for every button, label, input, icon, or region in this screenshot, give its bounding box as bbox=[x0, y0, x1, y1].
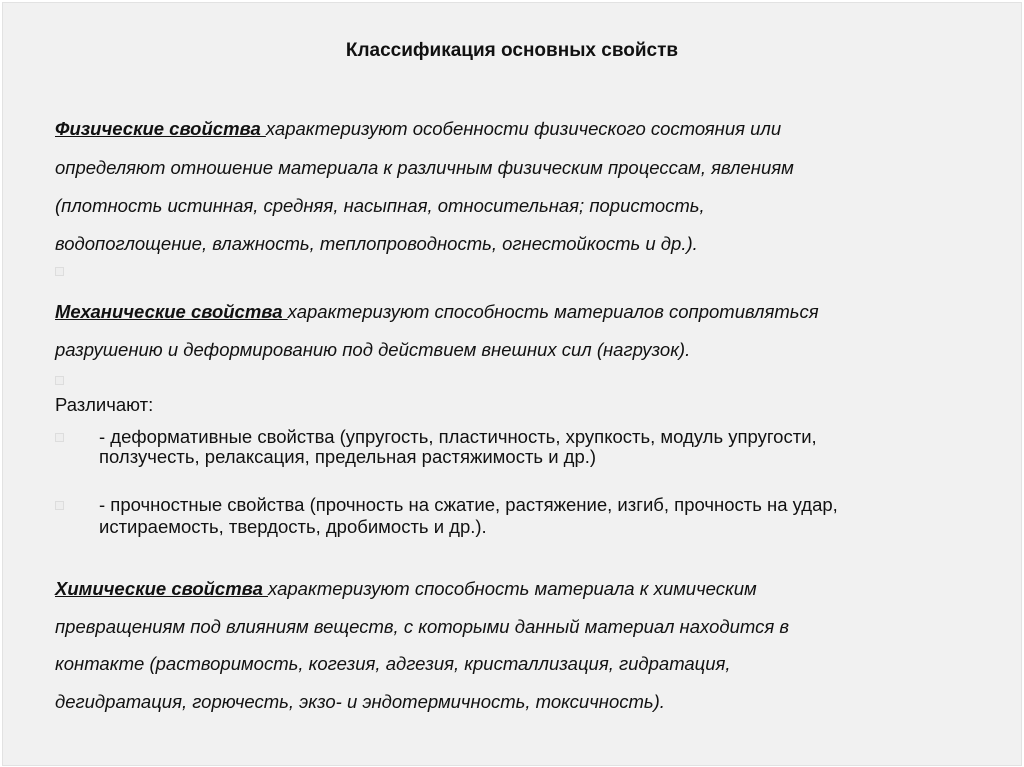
slide bbox=[2, 2, 1022, 766]
item-2-line-2: истираемость, твердость, дробимость и др.). bbox=[99, 516, 487, 537]
physical-line-3: (плотность истинная, средняя, насыпная, относительная; пористость, bbox=[55, 195, 705, 216]
text: характеризуют способность материала к химическим bbox=[268, 578, 757, 599]
bullet-icon bbox=[55, 267, 64, 276]
mechanical-line-1 bbox=[55, 301, 819, 323]
chemical-heading: Химические свойства bbox=[55, 578, 269, 599]
physical-line-4: водопоглощение, влажность, теплопроводность, огнестойкость и др.). bbox=[55, 233, 698, 254]
chemical-line-2: превращениям под влияниям веществ, с которыми данный материал находится в bbox=[55, 616, 790, 637]
physical-heading: Физические свойства bbox=[55, 118, 266, 139]
item-1-line-2: ползучесть, релаксация, предельная растяжимость и др.) bbox=[99, 446, 597, 467]
chemical-line-3: контакте (растворимость, когезия, адгезия, кристаллизация, гидратация, bbox=[55, 653, 731, 674]
text: характеризуют способность материалов сопротивляться bbox=[287, 301, 819, 322]
item-1-line-1: - деформативные свойства (упругость, пластичность, хрупкость, модуль упругости, bbox=[99, 426, 817, 447]
text: характеризуют особенности физического состояния или bbox=[265, 118, 782, 139]
mechanical-line-2: разрушению и деформированию под действием внешних сил (нагрузок). bbox=[55, 339, 691, 360]
bullet-icon bbox=[55, 376, 64, 385]
bullet-icon bbox=[55, 501, 64, 510]
distinguish-label: Различают: bbox=[55, 394, 154, 415]
physical-line-1 bbox=[55, 118, 781, 140]
mechanical-heading: Механические свойства bbox=[55, 301, 288, 322]
slide-title: Классификация основных свойств bbox=[345, 40, 679, 61]
item-2-line-1: - прочностные свойства (прочность на сжатие, растяжение, изгиб, прочность на удар, bbox=[99, 494, 838, 515]
chemical-line-1 bbox=[55, 578, 757, 600]
bullet-icon bbox=[55, 433, 64, 442]
chemical-line-4: дегидратация, горючесть, экзо- и эндотермичность, токсичность). bbox=[55, 691, 665, 712]
physical-line-2: определяют отношение материала к различным физическим процессам, явлениям bbox=[55, 157, 794, 178]
